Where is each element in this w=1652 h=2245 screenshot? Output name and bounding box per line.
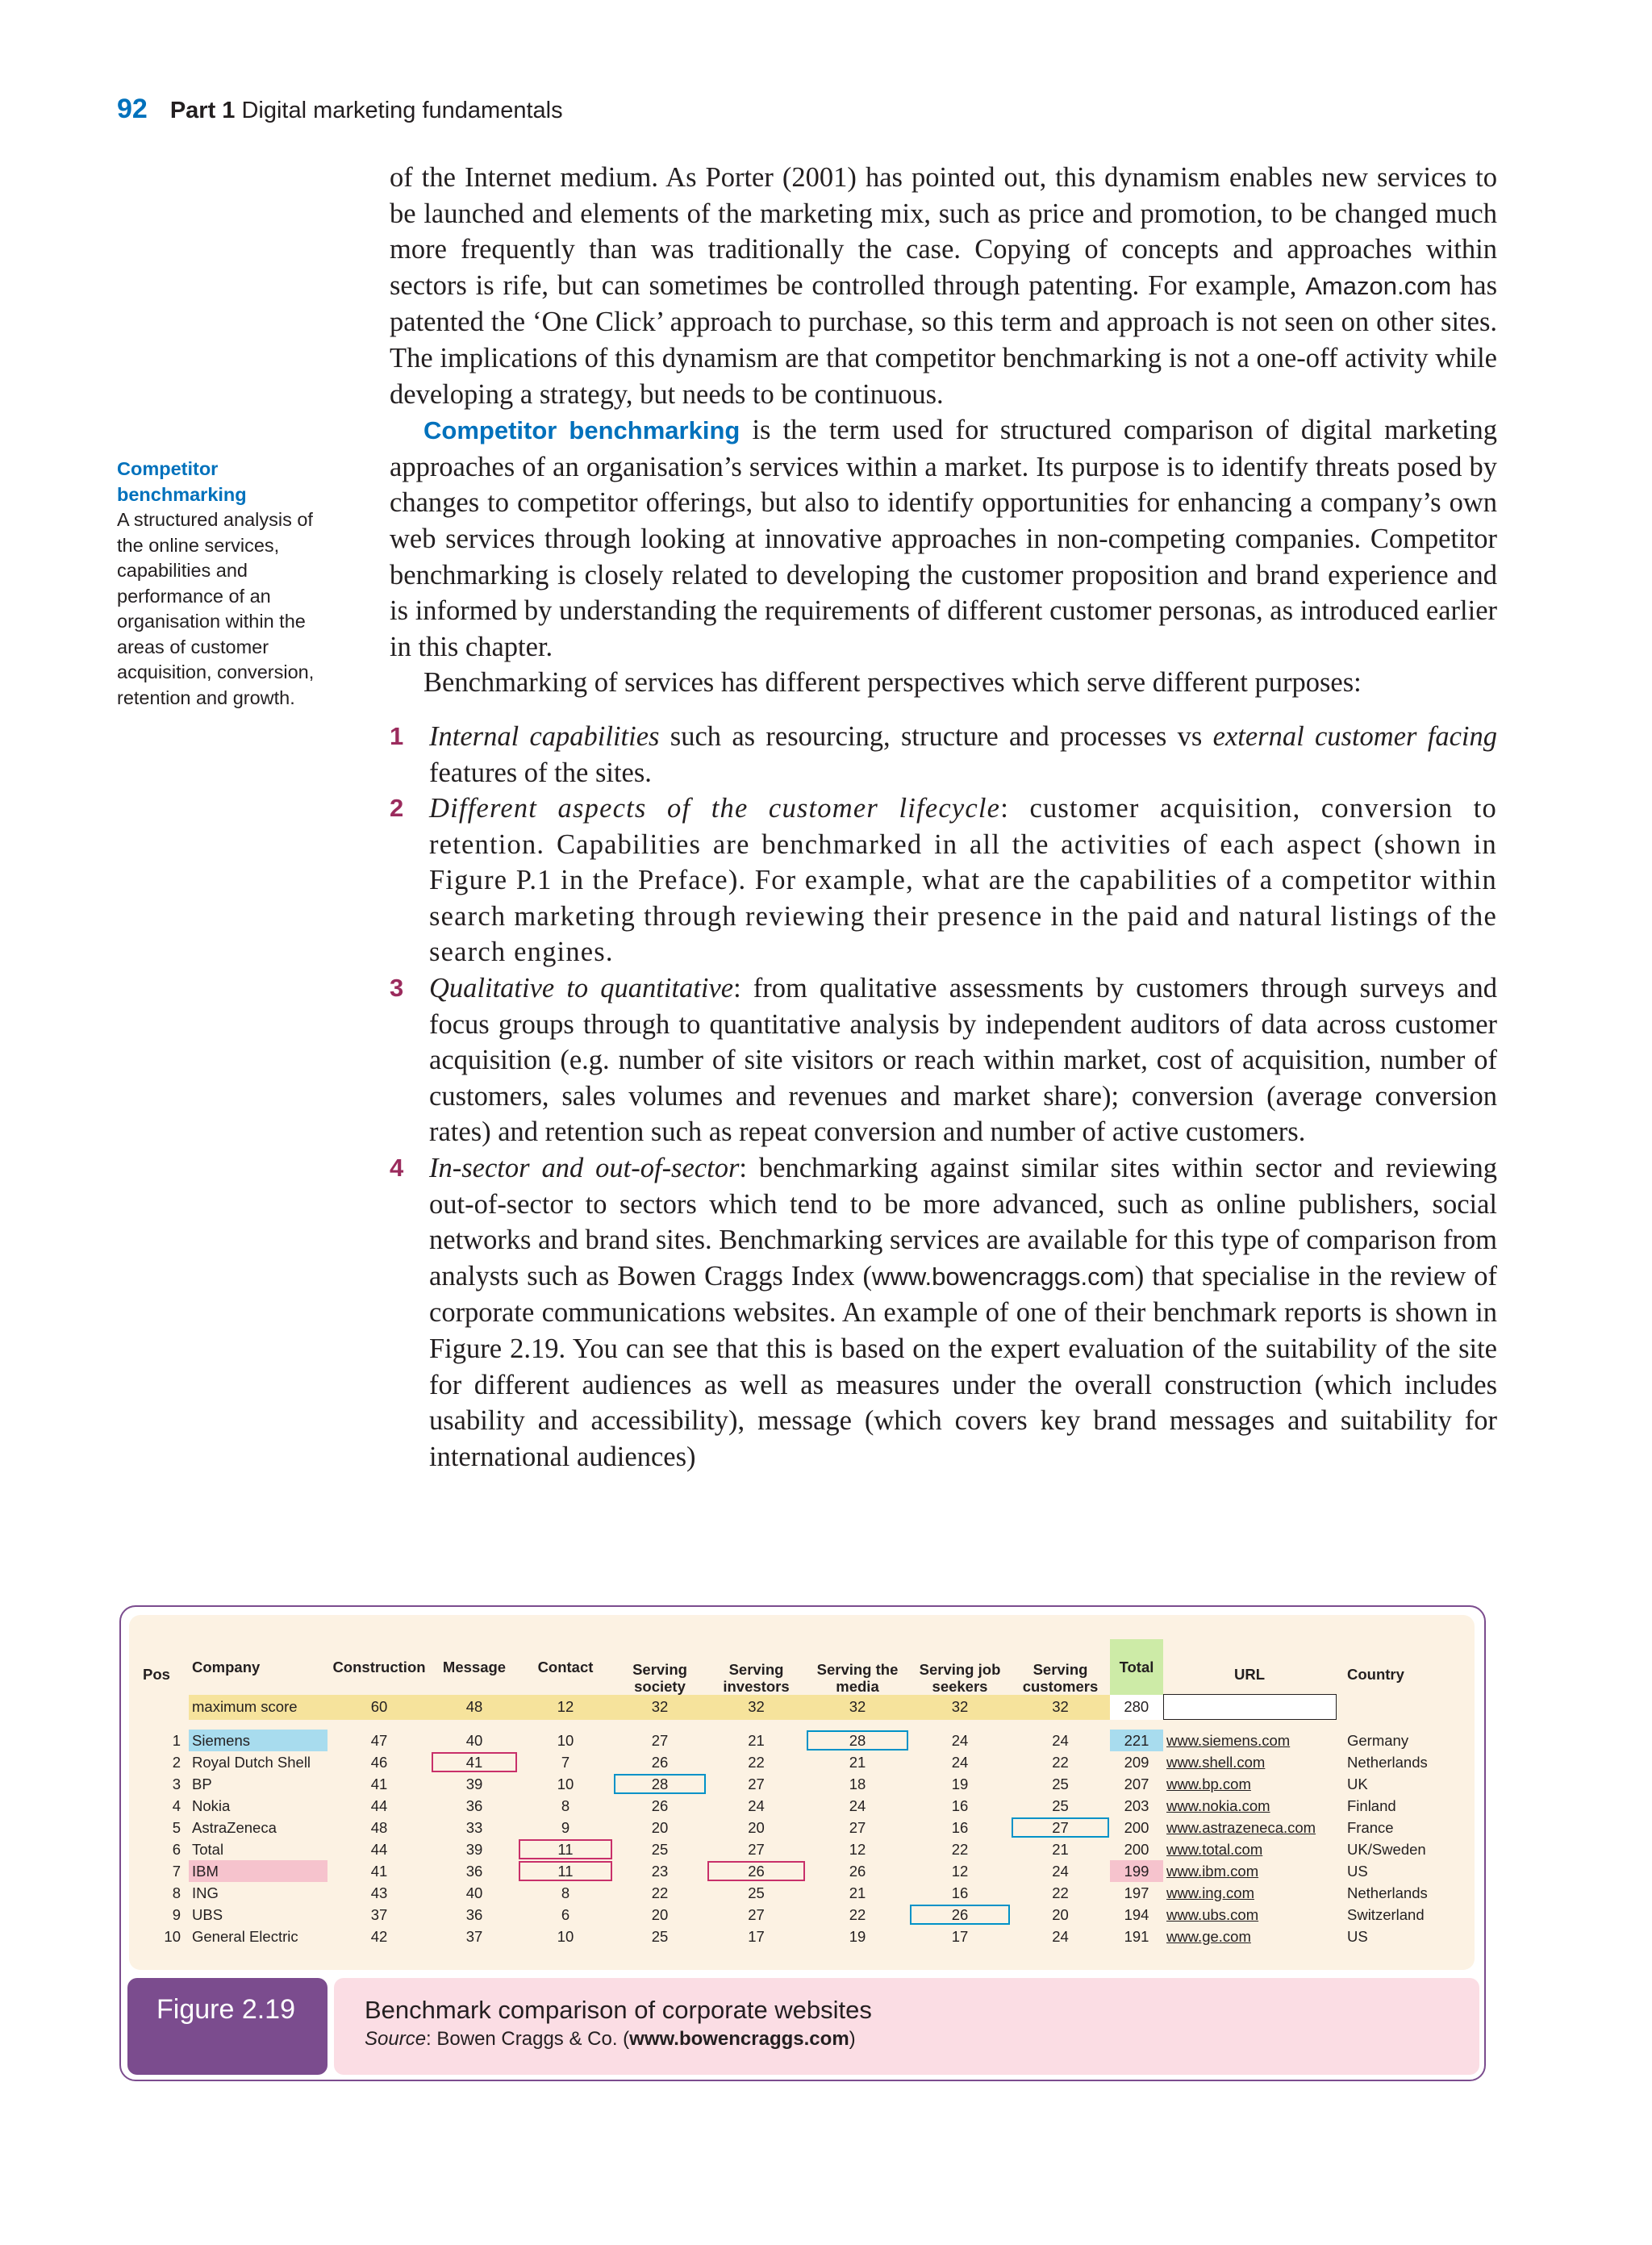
amazon-link[interactable]: Amazon.com (1305, 271, 1452, 300)
row-total: 191 (1124, 1927, 1149, 1945)
row-pos: 4 (172, 1796, 181, 1814)
row-serving-investors: 27 (748, 1775, 765, 1792)
row-serving-investors: 25 (748, 1884, 765, 1901)
list-item (390, 970, 1497, 1150)
para1-text: of the Internet medium. As Porter (2001) has pointed out, this dynamism enables new services to be launched and elements of the marketing mix, such as price and promotion, to be changed much more frequently than was traditionally the case. Copying of concepts and approaches within sectors is rife, but can sometimes be controlled through patenting. For example, (390, 162, 1497, 301)
col-serving-customers: Serving customers (1022, 1660, 1099, 1695)
row-serving-investors: 17 (748, 1927, 765, 1945)
col-message: Message (442, 1658, 507, 1675)
row-pos: 7 (172, 1862, 181, 1880)
row-message: 40 (465, 1731, 483, 1749)
para2-text: is the term used for structured comparison of digital marketing approaches of an organisation’s services within a market. Its purpose is to identify threats posed by changes to competitor offerings, but also to identify opportunities for enhancing a company’s own web services through looking at innovative approaches in non-competing companies. Competitor benchmarking is closely related to developing the customer proposition and brand experience and is informed by understanding the requirements of different customer personas, as introduced earlier in this chapter. (390, 415, 1497, 662)
row-serving-investors: 22 (748, 1753, 765, 1771)
list-text: : customer acquisition, conversion to retention. Capabilities are benchmarked in all the activities of each aspect (shown in Figure P.1 in the Preface). For example, what are the capabilities of a competitor within search marketing through reviewing their presence in the paid and natural listings of the search engines. (429, 793, 1497, 968)
source-end: ) (849, 2028, 856, 2050)
row-serving-media: 12 (849, 1840, 866, 1858)
paragraph-1 (390, 160, 1497, 412)
max-message: 48 (431, 1695, 518, 1720)
table-row (129, 1838, 1464, 1860)
col-total: Total (1110, 1639, 1163, 1695)
row-company: IBM (189, 1860, 327, 1882)
row-serving-customers: 24 (1052, 1731, 1069, 1749)
spacer-cell (129, 1720, 1464, 1730)
benchmark-table (129, 1639, 1464, 1947)
row-construction: 44 (370, 1796, 388, 1814)
col-contact: Contact (537, 1658, 594, 1675)
figure-source (365, 2028, 1479, 2051)
list-number: 2 (390, 794, 405, 823)
row-contact: 11 (518, 1838, 613, 1860)
list-text: : benchmarking against similar sites within sector and reviewing out-of-sector to sectors which tend to be more advanced, such as online publishers, social networks and brand sites. Benchmarking services are available for this type of comparison from analysts such as Bowen Craggs Index ( (429, 1153, 1498, 1292)
row-url-cell (1163, 1751, 1336, 1773)
max-serving-media: 32 (806, 1695, 909, 1720)
max-serving-customers: 32 (1011, 1695, 1110, 1720)
col-serving-job-seekers: Serving job seekers (919, 1660, 1001, 1695)
row-serving-society: 20 (651, 1818, 669, 1836)
row-message: 36 (465, 1796, 483, 1814)
table-header-row (129, 1639, 1464, 1695)
row-country: US (1347, 1862, 1368, 1880)
empty-url-box (1163, 1695, 1336, 1720)
col-url: URL (1233, 1665, 1266, 1683)
row-serving-customers: 24 (1052, 1862, 1069, 1880)
row-serving-society: 26 (651, 1753, 669, 1771)
row-serving-investors: 27 (748, 1905, 765, 1923)
row-url-cell (1163, 1904, 1336, 1926)
row-url-link[interactable]: www.bp.com (1166, 1775, 1251, 1792)
row-serving-investors: 27 (748, 1840, 765, 1858)
row-construction: 43 (370, 1884, 388, 1901)
row-serving-media: 18 (849, 1775, 866, 1792)
row-country: US (1347, 1927, 1368, 1945)
perspectives-list (390, 719, 1497, 1475)
row-total: 199 (1110, 1860, 1163, 1882)
empty-cell (1336, 1695, 1464, 1720)
list-item (390, 791, 1497, 970)
row-message: 39 (465, 1775, 483, 1792)
part-title: Digital marketing fundamentals (241, 98, 563, 123)
table-row (129, 1904, 1464, 1926)
row-company: ING (192, 1884, 219, 1901)
glossary-term: Competitor benchmarking (117, 458, 247, 505)
list-text: : from qualitative assessments by customers through surveys and focus groups through to quantitative analysis by independent auditors of data across customer acquisition (e.g. number of site visitors or reach within market, cost of acquisition, number of customers, sales volumes and revenues and market share); conversion (average conversion rates) and retention such as repeat conversion and number of active customers. (429, 973, 1497, 1148)
list-number: 3 (390, 974, 404, 1003)
row-url-cell (1163, 1773, 1336, 1795)
row-company: Royal Dutch Shell (192, 1753, 311, 1771)
row-serving-customers: 24 (1052, 1927, 1069, 1945)
row-serving-society: 25 (651, 1840, 669, 1858)
row-company: Total (192, 1840, 224, 1858)
row-country: Finland (1347, 1796, 1396, 1814)
list-item (390, 719, 1497, 791)
row-country: Netherlands (1347, 1884, 1428, 1901)
row-url-cell (1163, 1817, 1336, 1838)
row-serving-job-seekers: 16 (951, 1796, 969, 1814)
table-row (129, 1773, 1464, 1795)
table-row (129, 1926, 1464, 1947)
row-url-link[interactable]: www.total.com (1166, 1840, 1263, 1858)
row-country: France (1347, 1818, 1394, 1836)
row-serving-job-seekers: 24 (951, 1731, 969, 1749)
col-pos: Pos (143, 1665, 170, 1683)
row-construction: 37 (370, 1905, 388, 1923)
row-message: 36 (465, 1862, 483, 1880)
source-text: : Bowen Craggs & Co. ( (426, 2028, 630, 2050)
row-company: General Electric (192, 1927, 298, 1945)
row-message: 33 (465, 1818, 483, 1836)
row-serving-investors: 26 (707, 1860, 806, 1882)
table-row (129, 1730, 1464, 1751)
list-lead: Different aspects of the customer lifecycle (429, 793, 1001, 824)
part-label: Part 1 (169, 98, 236, 123)
table-row (129, 1817, 1464, 1838)
col-serving-media: Serving the media (816, 1660, 899, 1695)
row-serving-job-seekers: 12 (951, 1862, 969, 1880)
row-serving-job-seekers: 19 (951, 1775, 969, 1792)
row-contact: 8 (561, 1884, 570, 1901)
row-pos: 3 (172, 1775, 181, 1792)
row-serving-job-seekers: 16 (951, 1884, 969, 1901)
list-number: 1 (390, 721, 404, 750)
row-contact: 7 (561, 1753, 570, 1771)
row-country: UK (1347, 1775, 1368, 1792)
row-serving-society: 27 (651, 1731, 669, 1749)
table-row (129, 1860, 1464, 1882)
row-serving-society: 25 (651, 1927, 669, 1945)
running-header (117, 94, 563, 125)
spacer-row (129, 1720, 1464, 1730)
key-term: Competitor benchmarking (423, 416, 740, 445)
row-company: Nokia (192, 1796, 231, 1814)
row-construction: 42 (370, 1927, 388, 1945)
row-url-link[interactable]: www.nokia.com (1166, 1796, 1270, 1814)
source-link[interactable]: www.bowencraggs.com (629, 2028, 849, 2050)
max-serving-job-seekers: 32 (909, 1695, 1011, 1720)
row-serving-job-seekers: 16 (951, 1818, 969, 1836)
row-serving-media: 22 (849, 1905, 866, 1923)
row-url-link[interactable]: www.astrazeneca.com (1166, 1818, 1316, 1836)
row-total: 203 (1124, 1796, 1149, 1814)
col-country: Country (1347, 1665, 1404, 1683)
row-pos: 2 (172, 1753, 181, 1771)
row-message: 37 (465, 1927, 483, 1945)
max-serving-investors: 32 (707, 1695, 806, 1720)
row-serving-customers: 25 (1052, 1775, 1069, 1792)
paragraph-2 (390, 412, 1497, 665)
list-item (390, 1150, 1497, 1475)
row-serving-investors: 21 (748, 1731, 765, 1749)
row-total: 209 (1124, 1753, 1149, 1771)
row-contact: 8 (561, 1796, 570, 1814)
row-serving-job-seekers: 26 (909, 1904, 1011, 1926)
row-company: UBS (192, 1905, 223, 1923)
row-pos: 10 (164, 1927, 181, 1945)
col-company: Company (192, 1658, 261, 1675)
row-serving-customers: 20 (1052, 1905, 1069, 1923)
row-serving-society: 28 (613, 1773, 707, 1795)
row-serving-media: 28 (806, 1730, 909, 1751)
row-serving-investors: 24 (748, 1796, 765, 1814)
row-pos: 8 (172, 1884, 181, 1901)
list-lead: external customer facing (1212, 720, 1498, 752)
row-total: 194 (1124, 1905, 1149, 1923)
row-total: 197 (1124, 1884, 1149, 1901)
row-total: 200 (1124, 1840, 1149, 1858)
row-total: 200 (1124, 1818, 1149, 1836)
row-url-cell (1163, 1795, 1336, 1817)
table-row (129, 1795, 1464, 1817)
col-serving-investors: Serving investors (723, 1660, 790, 1695)
row-construction: 48 (370, 1818, 388, 1836)
table-row (129, 1882, 1464, 1904)
row-serving-job-seekers: 17 (951, 1927, 969, 1945)
row-country: Germany (1347, 1731, 1409, 1749)
row-url-cell (1163, 1860, 1336, 1882)
list-text: ) that specialise in the review of corporate communications websites. An example of one of their benchmark reports is shown in Figure 2.19. You can see that this is based on the expert evaluation of the suitability of the site for different audiences as well as measures under the overall construction (which includes usability and accessibility), message (which covers key brand messages and suitability for international audiences) (429, 1260, 1497, 1472)
max-score-row (129, 1695, 1464, 1720)
glossary-definition: A structured analysis of the online services, capabilities and performance of an organisation within the areas of customer acquisition, conversion, retention and growth. (117, 509, 315, 708)
row-construction: 46 (370, 1753, 388, 1771)
row-contact: 9 (561, 1818, 570, 1836)
row-country: Netherlands (1347, 1753, 1428, 1771)
list-text: such as resourcing, structure and processes vs (670, 720, 1203, 752)
row-company: BP (192, 1775, 212, 1792)
col-construction: Construction (332, 1658, 426, 1675)
row-url-cell (1163, 1730, 1336, 1751)
row-pos: 6 (172, 1840, 181, 1858)
table-row (129, 1751, 1464, 1773)
row-serving-job-seekers: 22 (951, 1840, 969, 1858)
row-url-link[interactable]: www.ubs.com (1166, 1905, 1259, 1923)
row-serving-customers: 27 (1011, 1817, 1110, 1838)
list-number: 4 (390, 1154, 404, 1183)
list-text: features of the sites. (429, 757, 652, 788)
max-contact: 12 (518, 1695, 613, 1720)
row-url-link[interactable]: www.ibm.com (1166, 1862, 1259, 1880)
row-construction: 44 (370, 1840, 388, 1858)
figure-caption (334, 1978, 1479, 2075)
row-serving-investors: 20 (748, 1818, 765, 1836)
row-serving-media: 27 (849, 1818, 866, 1836)
row-serving-customers: 22 (1052, 1753, 1069, 1771)
list-lead: Internal capabilities (429, 720, 660, 752)
row-country: Switzerland (1347, 1905, 1425, 1923)
row-serving-customers: 21 (1052, 1840, 1069, 1858)
row-url-link[interactable]: www.shell.com (1166, 1753, 1266, 1771)
source-label: Source (365, 2028, 427, 2050)
row-construction: 41 (370, 1862, 388, 1880)
figure-label: Figure 2.19 (127, 1978, 327, 2075)
list-lead: Qualitative to quantitative (429, 973, 734, 1004)
row-serving-society: 23 (651, 1862, 669, 1880)
row-total: 207 (1124, 1775, 1149, 1792)
max-construction: 60 (327, 1695, 431, 1720)
row-serving-media: 19 (849, 1927, 866, 1945)
para1-rest: has patented the ‘One Click’ approach to purchase, so this term and approach is not seen on other sites. The implications of this dynamism are that competitor benchmarking is not a one-off activity while developing a strategy, but needs to be continuous. (390, 269, 1498, 410)
row-serving-society: 22 (651, 1884, 669, 1901)
benchmark-table-panel (129, 1615, 1475, 1970)
row-company: Siemens (189, 1730, 327, 1751)
row-message: 39 (465, 1840, 483, 1858)
row-url-cell (1163, 1926, 1336, 1947)
row-serving-job-seekers: 24 (951, 1753, 969, 1771)
row-serving-customers: 22 (1052, 1884, 1069, 1901)
page-number: 92 (117, 94, 148, 124)
row-message: 41 (431, 1751, 518, 1773)
para3-text: Benchmarking of services has different perspectives which serve different purposes: (423, 667, 1362, 699)
row-message: 40 (465, 1884, 483, 1901)
row-contact: 10 (557, 1731, 574, 1749)
row-pos: 1 (172, 1731, 181, 1749)
row-contact: 10 (557, 1927, 574, 1945)
row-url-link[interactable]: www.siemens.com (1166, 1731, 1291, 1749)
max-serving-society: 32 (613, 1695, 707, 1720)
max-total: 280 (1110, 1695, 1163, 1720)
figure-title: Benchmark comparison of corporate websites (365, 1996, 872, 2024)
row-url-link[interactable]: www.ge.com (1166, 1927, 1251, 1945)
row-serving-society: 26 (651, 1796, 669, 1814)
row-country: UK/Sweden (1347, 1840, 1426, 1858)
row-serving-media: 21 (849, 1753, 866, 1771)
row-construction: 41 (370, 1775, 388, 1792)
row-construction: 47 (370, 1731, 388, 1749)
list-lead: In-sector and out-of-sector (429, 1153, 740, 1184)
row-total: 221 (1110, 1730, 1163, 1751)
row-serving-media: 24 (849, 1796, 866, 1814)
bowencraggs-link[interactable]: www.bowencraggs.com (872, 1262, 1135, 1291)
max-score-label: maximum score (189, 1695, 327, 1720)
row-contact: 11 (518, 1860, 613, 1882)
row-url-cell (1163, 1838, 1336, 1860)
figure-2-19 (119, 1605, 1486, 2081)
row-pos: 5 (172, 1818, 181, 1836)
body-text (390, 160, 1497, 1475)
row-company: AstraZeneca (192, 1818, 277, 1836)
empty-cell (129, 1695, 189, 1720)
row-contact: 6 (561, 1905, 570, 1923)
row-contact: 10 (557, 1775, 574, 1792)
col-serving-society: Serving society (632, 1660, 687, 1695)
margin-glossary (117, 457, 336, 711)
benchmark-rows (129, 1730, 1464, 1947)
row-pos: 9 (172, 1905, 181, 1923)
row-serving-media: 21 (849, 1884, 866, 1901)
row-message: 36 (465, 1905, 483, 1923)
row-serving-media: 26 (849, 1862, 866, 1880)
row-serving-customers: 25 (1052, 1796, 1069, 1814)
row-serving-society: 20 (651, 1905, 669, 1923)
paragraph-3 (390, 665, 1497, 701)
row-url-cell (1163, 1882, 1336, 1904)
row-url-link[interactable]: www.ing.com (1166, 1884, 1254, 1901)
